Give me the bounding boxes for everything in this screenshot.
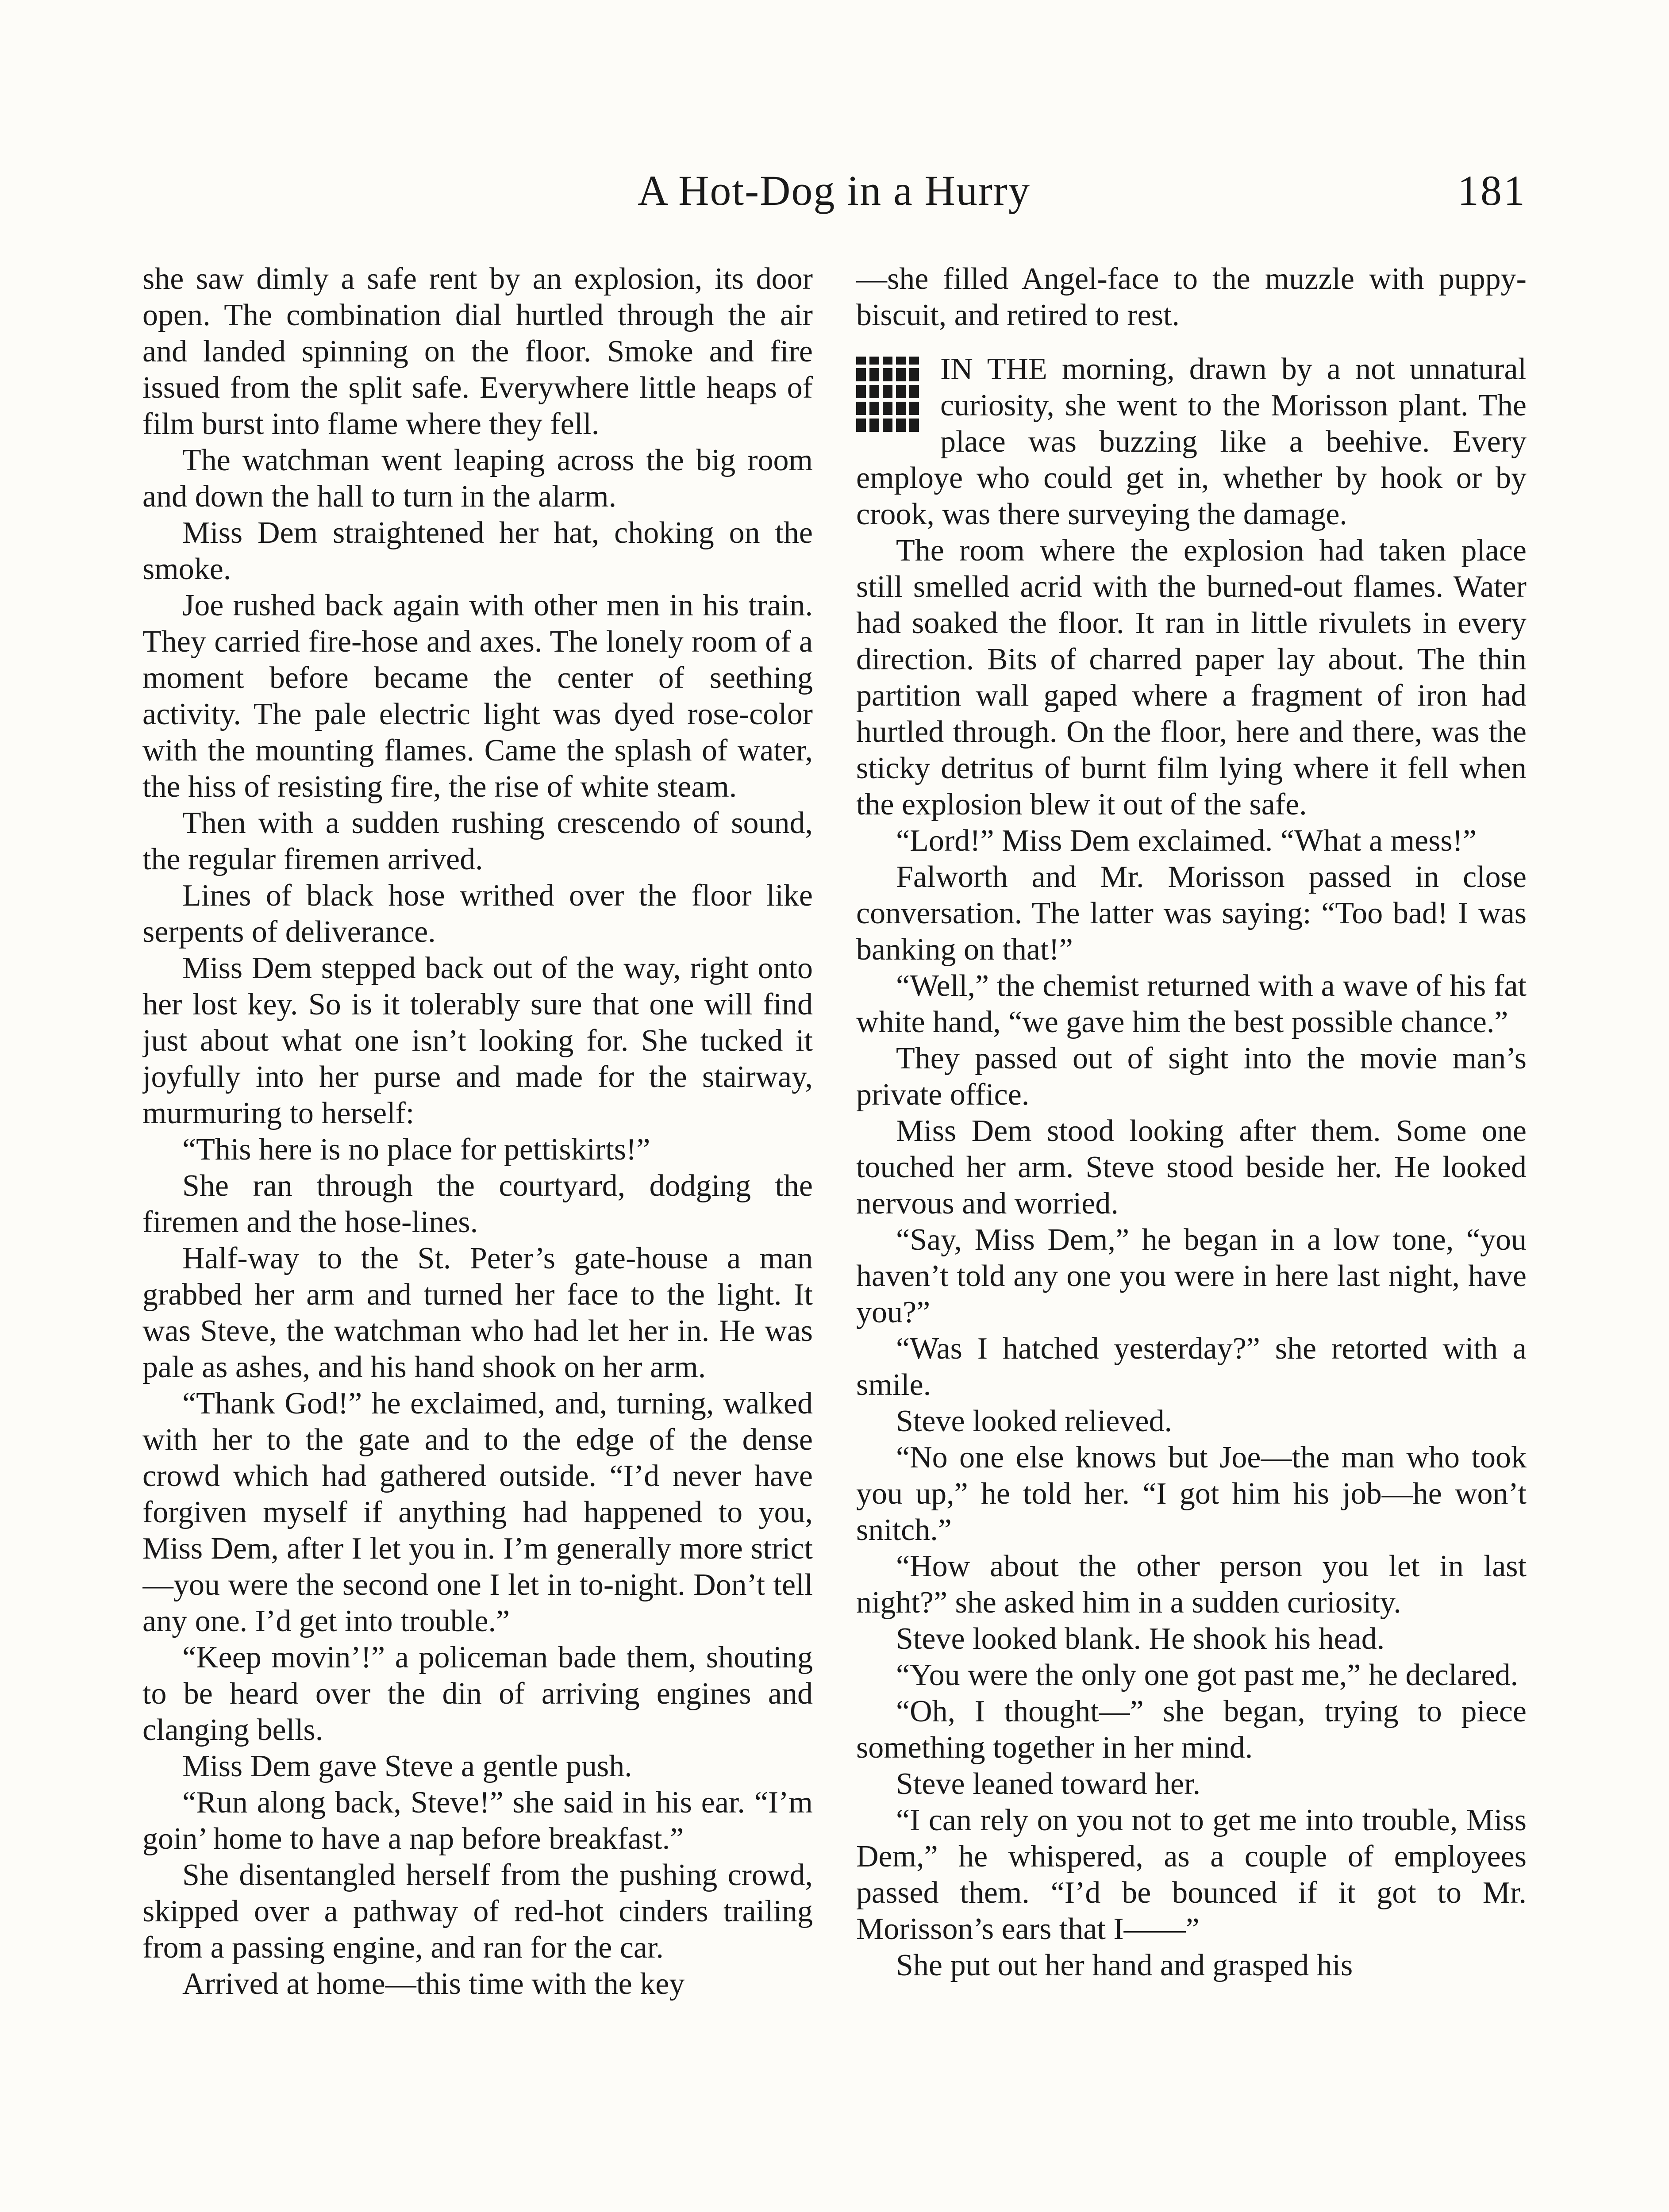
paragraph-text: Miss Dem straightened her hat, choking on the smoke. [142,516,813,586]
paragraph-text: “Lord!” Miss Dem exclaimed. “What a mess!” [896,824,1477,858]
paragraph [856,1694,1527,1766]
right-text-column [856,261,1527,2212]
paragraph [856,261,1527,334]
paragraph-text: “Oh, I thought—” she began, trying to piece something together in her mind. [856,1694,1527,1765]
paragraph [142,1132,813,1168]
paragraph-text: “Keep movin’!” a policeman bade them, shouting to be heard over the din of arriving engines and clanging bells. [142,1640,813,1747]
paragraph-text: she saw dimly a safe rent by an explosion, its door open. The combination dial hurtled through the air and landed spinning on the floor. Smoke and fire issued from the split safe. Everywhere little heaps of film burst into flame where they fell. [142,262,813,441]
paragraph-text: “Run along back, Steve!” she said in his ear. “I’m goin’ home to have a nap before breakfast.” [142,1786,813,1856]
paragraph [142,1640,813,1748]
paragraph-text: Falworth and Mr. Morisson passed in close conversation. The latter was saying: “Too bad! I was banking on that!” [856,860,1527,967]
paragraph [856,823,1527,859]
paragraph-text: “Say, Miss Dem,” he began in a low tone, “you haven’t told any one you were in here last night, have you?” [856,1223,1527,1329]
running-header [142,166,1527,223]
paragraph-text: IN THE morning, drawn by a not unnatural curiosity, she went to the Morisson plant. The place was buzzing like a beehive. Every employe who could get in, whether by hook or by crook, was there surveying the damage. [856,352,1527,531]
paragraph-text: “How about the other person you let in last night?” she asked him in a sudden curiosity. [856,1549,1527,1620]
paragraph-text: Steve looked blank. He shook his head. [896,1622,1385,1656]
paragraph-text: “Well,” the chemist returned with a wave of his fat white hand, “we gave him the best possible chance.” [856,969,1527,1039]
paragraph-text: Miss Dem gave Steve a gentle push. [182,1749,632,1783]
paragraph [856,1222,1527,1331]
paragraph [856,1766,1527,1802]
paragraph-text: Then with a sudden rushing crescendo of sound, the regular firemen arrived. [142,806,813,876]
paragraph [142,588,813,805]
paragraph [856,1657,1527,1694]
paragraph-text: Steve looked relieved. [896,1404,1172,1438]
paragraph [856,1548,1527,1621]
paragraph-text: Arrived at home—this time with the key [182,1967,685,2001]
ornamental-dropcap-icon [856,357,923,432]
paragraph [856,1802,1527,1947]
paragraph-text: Steve leaned toward her. [896,1767,1201,1801]
paragraph-text: “I can rely on you not to get me into trouble, Miss Dem,” he whispered, as a couple of employees passed them. “I’d be bounced if it got to Mr. Morisson’s ears that I——” [856,1803,1527,1946]
paragraph [142,1857,813,1966]
paragraph [142,1785,813,1857]
paragraph [856,859,1527,968]
paragraph [142,1168,813,1240]
paragraph [856,1331,1527,1403]
paragraph-text: “Was I hatched yesterday?” she retorted with a smile. [856,1332,1527,1402]
paragraph [142,1748,813,1785]
paragraph [856,1621,1527,1657]
paragraph [856,1113,1527,1222]
paragraph-text: She put out her hand and grasped his [896,1948,1353,1982]
paragraph-text: Joe rushed back again with other men in his train. They carried fire-hose and axes. The lonely room of a moment before became the center of seething activity. The pale electric light was dyed rose-color with the mounting flames. Came the splash of water, the hiss of resisting fire, the rise of white steam. [142,588,813,804]
paragraph-text: They passed out of sight into the movie man’s private office. [856,1041,1527,1112]
paragraph [142,1386,813,1640]
paragraph-text: She ran through the courtyard, dodging the firemen and the hose-lines. [142,1169,813,1239]
left-text-column [142,261,813,2212]
paragraph [142,442,813,515]
paragraph-text: The room where the explosion had taken place still smelled acrid with the burned-out flames. Water had soaked the floor. It ran in little rivulets in every direction. Bits of charred paper lay about. The thin partition wall gaped where a fragment of iron had hurtled through. On the floor, here and there, was the sticky detritus of burnt film lying where it fell when the explosion blew it out of the safe. [856,534,1527,822]
paragraph-text: “You were the only one got past me,” he declared. [896,1658,1519,1692]
paragraph [856,1041,1527,1113]
paragraph [142,805,813,878]
paragraph-text: Miss Dem stood looking after them. Some one touched her arm. Steve stood beside her. He looked nervous and worried. [856,1114,1527,1221]
paragraph-text: Lines of black hose writhed over the floor like serpents of deliverance. [142,879,813,949]
paragraph [856,1403,1527,1440]
paragraph [856,1947,1527,1984]
paragraph-text: Half-way to the St. Peter’s gate-house a man grabbed her arm and turned her face to the light. It was Steve, the watchman who had let her in. He was pale as ashes, and his hand shook on her arm. [142,1241,813,1384]
paragraph-text: “Thank God!” he exclaimed, and, turning, walked with her to the gate and to the edge of the dense crowd which had gathered outside. “I’d never have forgiven myself if anything had happened to you, Miss Dem, after I let you in. I’m generally more strict —you were the second one I let in to-night. Don’t tell any one. I’d get into trouble.” [142,1386,813,1638]
paragraph [856,1440,1527,1548]
paragraph-text: “No one else knows but Joe—the man who took you up,” he told her. “I got him his job—he won’t snitch.” [856,1440,1527,1547]
chapter-title: A Hot-Dog in a Hurry [638,167,1031,214]
paragraph-text: —she filled Angel-face to the muzzle with puppy-biscuit, and retired to rest. [856,262,1527,332]
paragraph [142,878,813,950]
paragraph-text: “This here is no place for pettiskirts!” [182,1133,650,1167]
page-number: 181 [1457,167,1527,214]
paragraph [142,1966,813,2002]
paragraph [142,515,813,588]
paragraph [142,950,813,1132]
paragraph [142,1240,813,1386]
paragraph-text: Miss Dem stepped back out of the way, right onto her lost key. So is it tolerably sure that one will find just about what one isn’t looking for. She tucked it joyfully into her purse and made for the stairway, murmuring to herself: [142,951,813,1130]
paragraph-text: The watchman went leaping across the big room and down the hall to turn in the alarm. [142,443,813,514]
paragraph-text: She disentangled herself from the pushing crowd, skipped over a pathway of red-hot cinders trailing from a passing engine, and ran for the car. [142,1858,813,1965]
section-opening-paragraph [856,351,1527,533]
paragraph [856,968,1527,1041]
paragraph [856,533,1527,823]
paragraph [142,261,813,442]
